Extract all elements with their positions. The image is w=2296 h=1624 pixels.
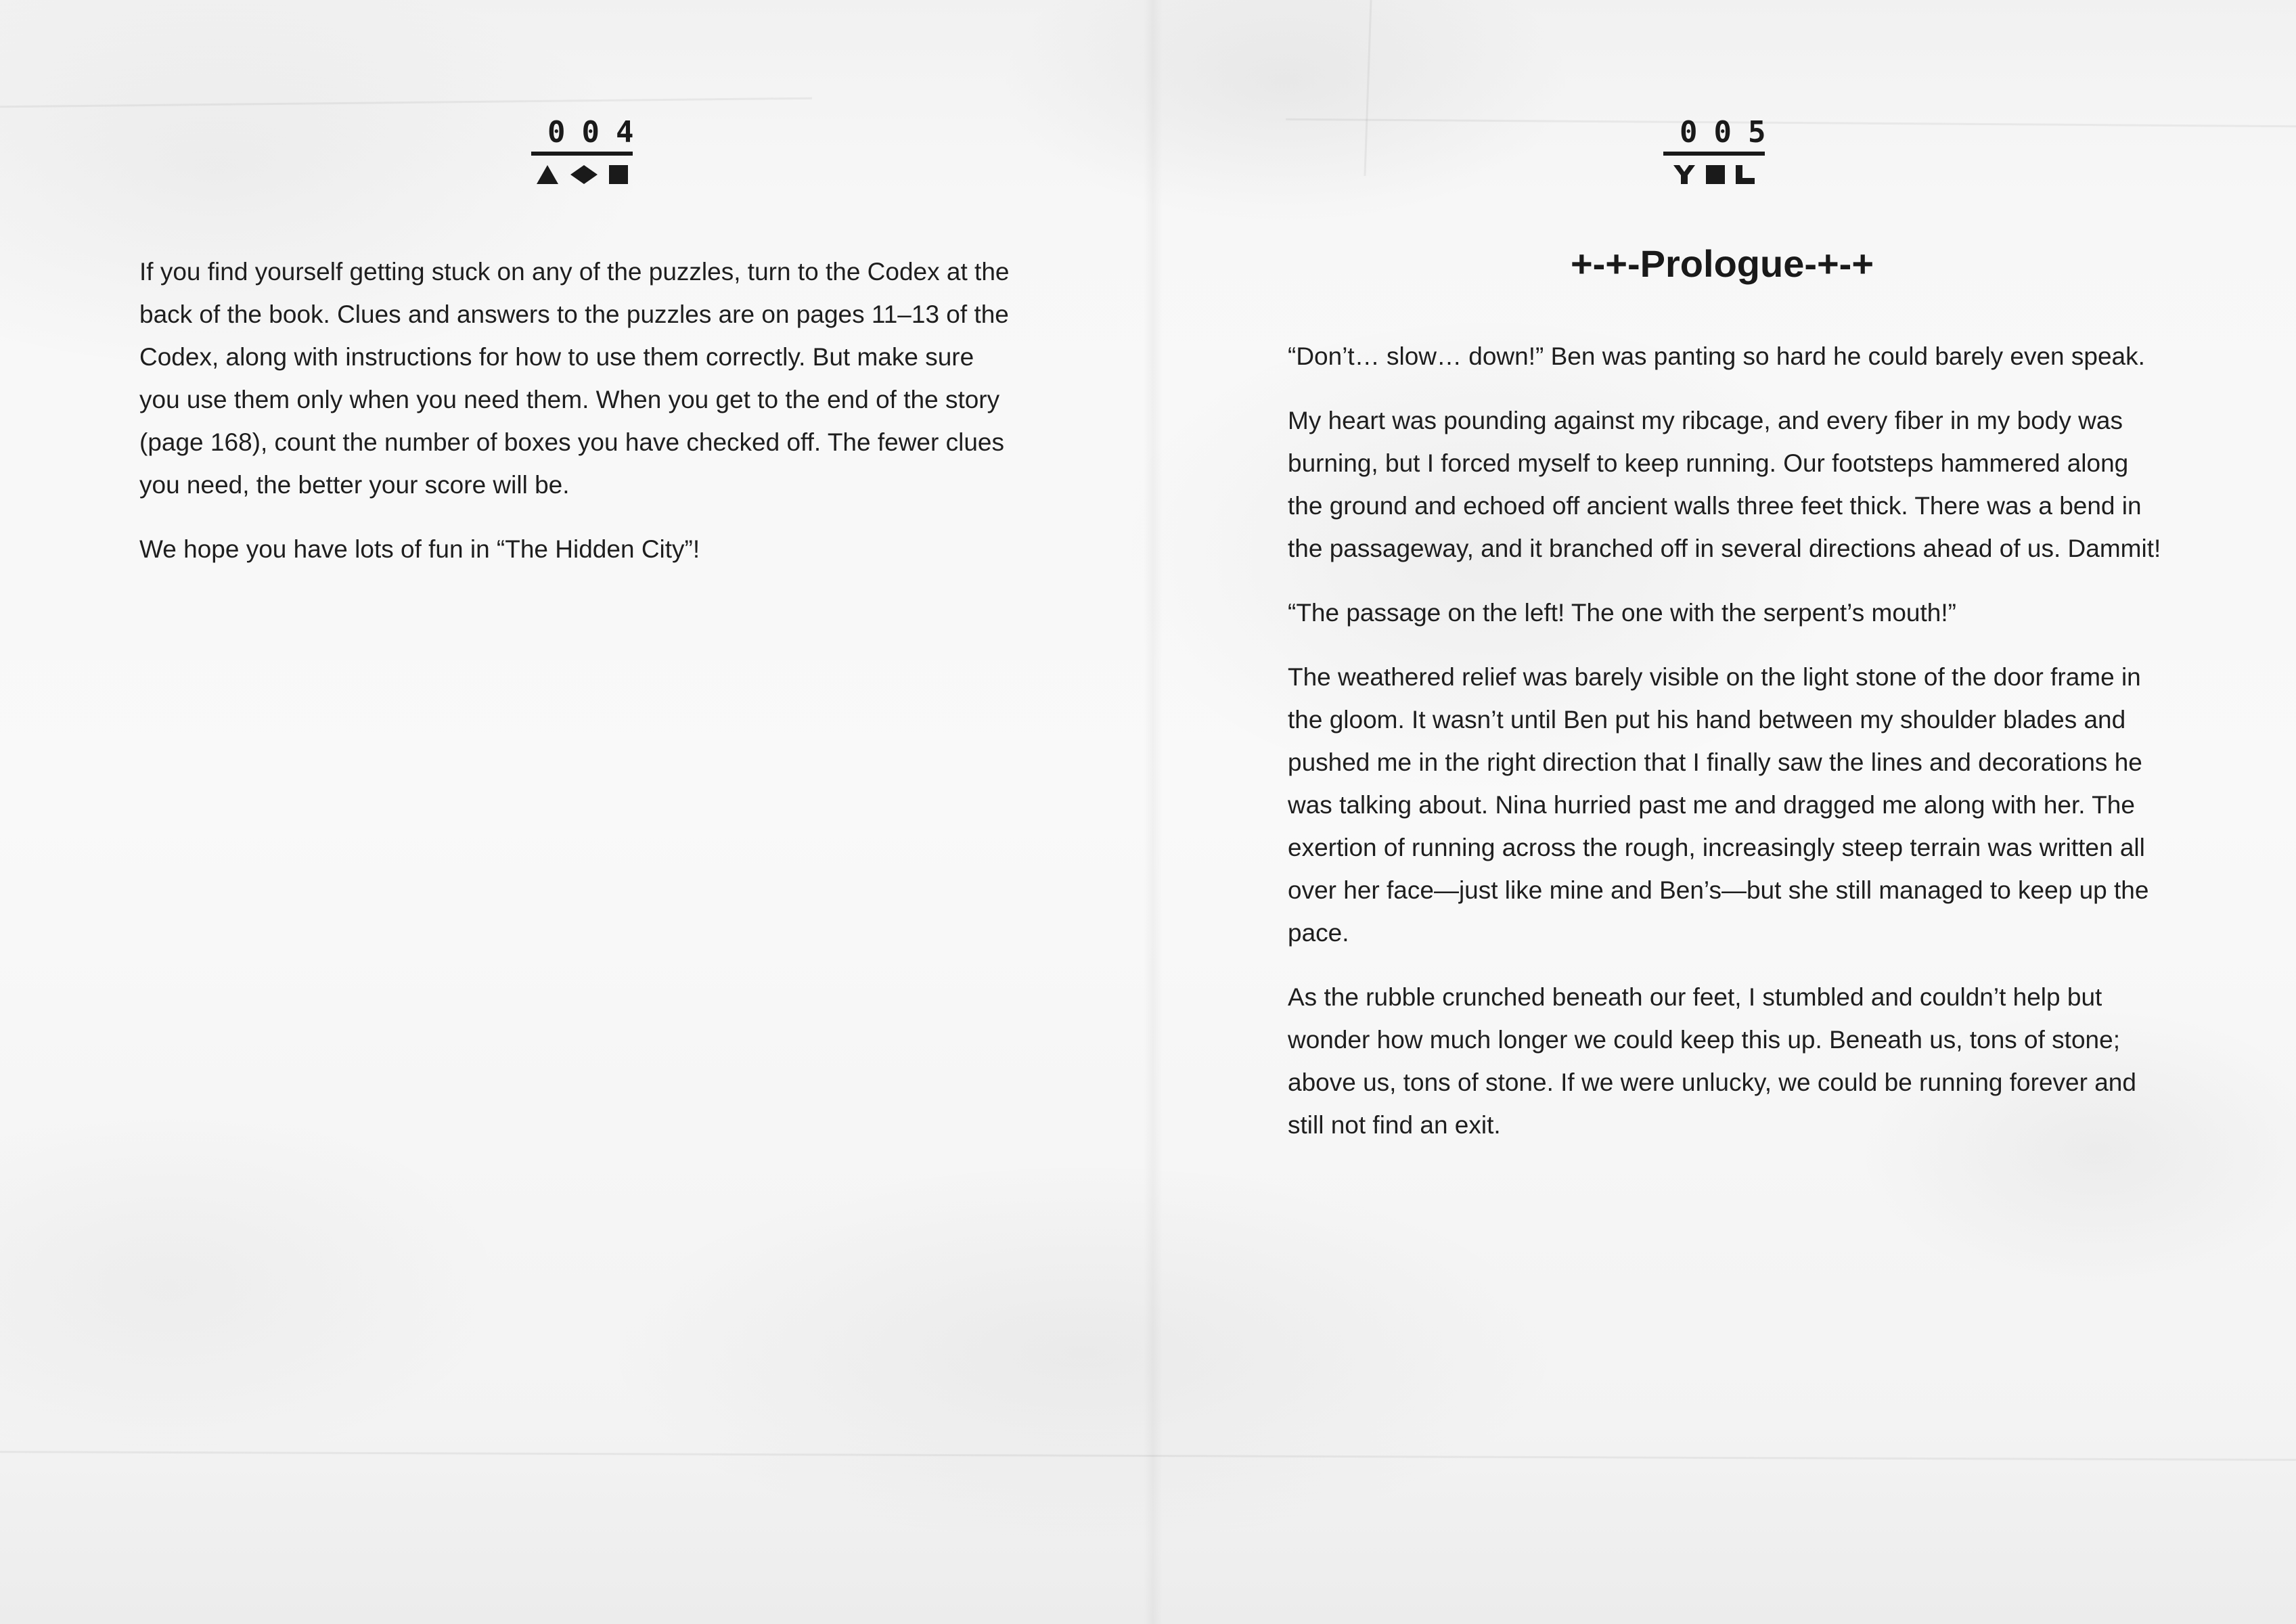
triangle-icon — [535, 164, 560, 185]
page-number: 005 — [1680, 115, 1782, 150]
stone-crack — [0, 97, 812, 108]
folio-rule — [531, 152, 633, 156]
paragraph: “Don’t… slow… down!” Ben was panting so hard he could barely even speak. — [1288, 342, 2145, 370]
right-page-folio — [1663, 115, 1782, 187]
corner-glyph-icon — [1735, 164, 1755, 185]
page-glyphs — [1663, 162, 1765, 187]
book-gutter — [1144, 0, 1163, 1624]
left-page-folio — [531, 115, 650, 187]
stone-crack — [1364, 0, 1372, 176]
left-page-body — [139, 250, 1019, 592]
paragraph: The weathered relief was barely visible on the light stone of the door frame in the gloom. It wasn’t until Ben put his hand between my shoulder blades and pushed me in the right direction that I finally saw the lines and decorations he was talking about. Nina hurried past me and dragged me along with her. The exertion of running across the rough, increasingly steep terrain was written all over her face—just like mine and Ben’s—but she still managed to keep up the pace. — [1288, 663, 2149, 947]
y-glyph-icon — [1673, 164, 1696, 185]
paragraph: “The passage on the left! The one with the serpent’s mouth!” — [1288, 599, 1956, 627]
paragraph: My heart was pounding against my ribcage, and every fiber in my body was burning, but I forced myself to keep running. Our footsteps hammered along the ground and echoed off ancient walls three feet thick. There was a bend in the passageway, and it branched off in several directions ahead of us. Dammit! — [1288, 407, 2161, 562]
folio-rule — [1663, 152, 1765, 156]
stone-crack — [1286, 118, 2296, 127]
square-icon — [608, 164, 629, 185]
diamond-icon — [569, 164, 599, 185]
square-icon — [1705, 164, 1726, 185]
paragraph: If you find yourself getting stuck on any of the puzzles, turn to the Codex at the back of the book. Clues and answers to the puzzles are on pages 11–13 of the Codex, along with instructions for how to use them correctly. But make sure you use them only when you need them. When you get to the end of the story (page 168), count the number of boxes you have checked off. The fewer clues you need, the better your score will be. — [139, 258, 1010, 499]
chapter-title: +-+-Prologue-+-+ — [1570, 242, 1874, 285]
right-page-body — [1288, 335, 2167, 1168]
page-number: 004 — [547, 115, 650, 150]
paragraph: As the rubble crunched beneath our feet, I stumbled and couldn’t help but wonder how much longer we could keep this up. Beneath us, tons of stone; above us, tons of stone. If we were unlucky, we could be running forever and still not find an exit. — [1288, 983, 2136, 1139]
page-glyphs — [531, 162, 633, 187]
paragraph: We hope you have lots of fun in “The Hidden City”! — [139, 535, 700, 563]
